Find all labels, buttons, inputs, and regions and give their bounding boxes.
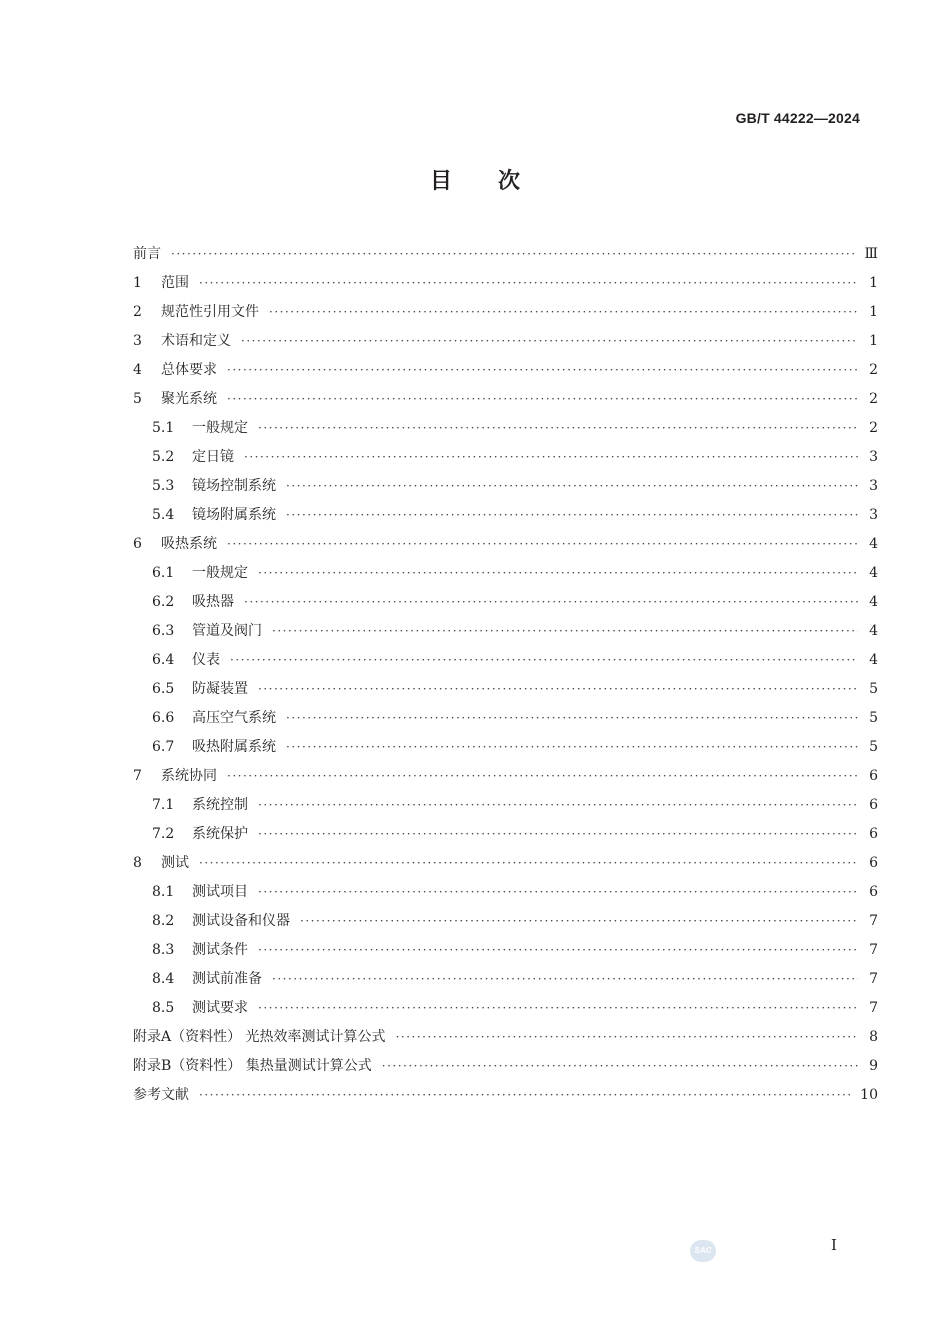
toc-dot-leader <box>258 559 858 588</box>
toc-dot-leader <box>258 820 858 849</box>
toc-entry-label: 测试项目 <box>192 884 248 900</box>
toc-dot-leader <box>199 269 858 298</box>
toc-entry-page: 1 <box>869 275 878 291</box>
table-of-contents <box>133 240 878 1110</box>
toc-entry-label: 一般规定 <box>192 565 248 581</box>
toc-entry[interactable] <box>133 588 878 617</box>
toc-entry-page: 1 <box>869 304 878 320</box>
toc-entry-number: 5.1 <box>152 420 175 436</box>
toc-entry-number: 6.7 <box>152 739 175 755</box>
toc-entry-label: 吸热附属系统 <box>192 739 276 755</box>
toc-entry[interactable] <box>133 646 878 675</box>
toc-entry-label: 参考文献 <box>133 1087 189 1103</box>
toc-entry-page: 7 <box>869 942 878 958</box>
toc-entry[interactable] <box>133 878 878 907</box>
toc-entry[interactable] <box>133 733 878 762</box>
toc-entry-page: 4 <box>869 594 878 610</box>
toc-entry-label: 仪表 <box>192 652 220 668</box>
toc-entry-label: 附录B（资料性） 集热量测试计算公式 <box>133 1058 372 1074</box>
toc-entry-number: 6 <box>133 536 142 552</box>
toc-dot-leader <box>300 907 858 936</box>
toc-entry-label: 系统控制 <box>192 797 248 813</box>
toc-entry-label: 总体要求 <box>161 362 217 378</box>
toc-dot-leader <box>258 791 858 820</box>
toc-entry[interactable] <box>133 617 878 646</box>
toc-entry-number: 7 <box>133 768 142 784</box>
toc-dot-leader <box>258 878 858 907</box>
toc-entry-page: 5 <box>869 739 878 755</box>
toc-entry[interactable] <box>133 1023 878 1052</box>
toc-entry-page: 6 <box>869 855 878 871</box>
toc-entry-page: 3 <box>869 449 878 465</box>
toc-entry[interactable] <box>133 762 878 791</box>
toc-entry-label: 系统协同 <box>161 768 217 784</box>
page-title: 目次 <box>429 169 566 194</box>
toc-entry[interactable] <box>133 704 878 733</box>
toc-dot-leader <box>227 762 858 791</box>
toc-dot-leader <box>286 472 858 501</box>
toc-entry-label: 系统保护 <box>192 826 248 842</box>
toc-entry-label: 前言 <box>133 246 161 262</box>
toc-entry-page: 5 <box>869 681 878 697</box>
toc-entry-label: 高压空气系统 <box>192 710 276 726</box>
toc-entry-page: 10 <box>860 1087 878 1103</box>
toc-entry[interactable] <box>133 936 878 965</box>
toc-dot-leader <box>382 1052 858 1081</box>
toc-entry-page: 7 <box>869 913 878 929</box>
toc-entry[interactable] <box>133 414 878 443</box>
toc-entry-page: 7 <box>869 971 878 987</box>
toc-entry-number: 5.4 <box>152 507 175 523</box>
toc-entry-page: 6 <box>869 768 878 784</box>
toc-entry-number: 7.2 <box>152 826 175 842</box>
toc-dot-leader <box>396 1023 858 1052</box>
toc-entry-page: 6 <box>869 884 878 900</box>
toc-entry-page: 7 <box>869 1000 878 1016</box>
toc-entry-page: 4 <box>869 652 878 668</box>
toc-dot-leader <box>227 530 858 559</box>
toc-entry-label: 镜场控制系统 <box>192 478 276 494</box>
toc-entry-page: 2 <box>869 362 878 378</box>
toc-entry[interactable] <box>133 791 878 820</box>
toc-entry-label: 镜场附属系统 <box>192 507 276 523</box>
toc-entry[interactable] <box>133 994 878 1023</box>
toc-entry-label: 测试 <box>161 855 189 871</box>
toc-entry-label: 定日镜 <box>192 449 234 465</box>
toc-entry-label: 吸热系统 <box>161 536 217 552</box>
toc-dot-leader <box>286 733 858 762</box>
toc-entry-page: 2 <box>869 420 878 436</box>
toc-entry[interactable] <box>133 385 878 414</box>
toc-entry-number: 7.1 <box>152 797 175 813</box>
toc-entry-number: 5 <box>133 391 142 407</box>
toc-dot-leader <box>199 1081 852 1110</box>
toc-entry-page: Ⅲ <box>864 246 878 262</box>
toc-entry[interactable] <box>133 472 878 501</box>
toc-entry-label: 测试条件 <box>192 942 248 958</box>
page-number: I <box>831 1236 837 1254</box>
toc-dot-leader <box>230 646 858 675</box>
toc-entry-page: 4 <box>869 536 878 552</box>
toc-entry-number: 5.3 <box>152 478 175 494</box>
toc-entry-page: 4 <box>869 565 878 581</box>
toc-entry[interactable] <box>133 240 878 269</box>
toc-entry[interactable] <box>133 907 878 936</box>
toc-entry[interactable] <box>133 269 878 298</box>
toc-entry-label: 规范性引用文件 <box>161 304 259 320</box>
toc-entry[interactable] <box>133 1081 878 1110</box>
sac-logo-icon: SAC <box>690 1240 716 1262</box>
toc-entry-page: 6 <box>869 797 878 813</box>
toc-entry-number: 6.6 <box>152 710 175 726</box>
toc-entry[interactable] <box>133 356 878 385</box>
toc-entry-label: 聚光系统 <box>161 391 217 407</box>
toc-entry[interactable] <box>133 443 878 472</box>
toc-dot-leader <box>171 240 856 269</box>
toc-entry-page: 8 <box>869 1029 878 1045</box>
toc-dot-leader <box>199 849 858 878</box>
toc-entry-number: 6.4 <box>152 652 175 668</box>
toc-dot-leader <box>244 443 858 472</box>
toc-entry-label: 测试前准备 <box>192 971 262 987</box>
toc-entry[interactable] <box>133 559 878 588</box>
toc-entry-page: 2 <box>869 391 878 407</box>
toc-entry-page: 1 <box>869 333 878 349</box>
toc-entry-label: 附录A（资料性） 光热效率测试计算公式 <box>133 1029 386 1045</box>
toc-entry-number: 6.2 <box>152 594 175 610</box>
toc-dot-leader <box>272 617 858 646</box>
toc-entry-number: 2 <box>133 304 142 320</box>
toc-entry-number: 5.2 <box>152 449 175 465</box>
toc-entry[interactable] <box>133 1052 878 1081</box>
toc-entry-page: 5 <box>869 710 878 726</box>
toc-entry-label: 吸热器 <box>192 594 234 610</box>
toc-entry-page: 4 <box>869 623 878 639</box>
toc-entry-page: 6 <box>869 826 878 842</box>
toc-dot-leader <box>227 356 858 385</box>
toc-dot-leader <box>272 965 858 994</box>
toc-entry-label: 测试要求 <box>192 1000 248 1016</box>
toc-entry-number: 6.3 <box>152 623 175 639</box>
toc-dot-leader <box>269 298 858 327</box>
toc-entry-number: 8.4 <box>152 971 175 987</box>
toc-entry-number: 8.2 <box>152 913 175 929</box>
toc-entry-number: 8.3 <box>152 942 175 958</box>
toc-entry-label: 管道及阀门 <box>192 623 262 639</box>
toc-entry-number: 1 <box>133 275 142 291</box>
toc-entry-number: 6.1 <box>152 565 175 581</box>
toc-entry-number: 8.1 <box>152 884 175 900</box>
standard-code: GB/T 44222—2024 <box>735 110 860 126</box>
toc-entry-number: 8 <box>133 855 142 871</box>
toc-entry[interactable] <box>133 327 878 356</box>
toc-dot-leader <box>258 936 858 965</box>
toc-entry-label: 术语和定义 <box>161 333 231 349</box>
toc-entry-number: 3 <box>133 333 142 349</box>
toc-entry-number: 8.5 <box>152 1000 175 1016</box>
toc-entry-number: 4 <box>133 362 142 378</box>
toc-entry-label: 一般规定 <box>192 420 248 436</box>
toc-entry[interactable] <box>133 675 878 704</box>
toc-entry-label: 测试设备和仪器 <box>192 913 290 929</box>
toc-entry-label: 范围 <box>161 275 189 291</box>
toc-dot-leader <box>227 385 858 414</box>
toc-entry[interactable] <box>133 298 878 327</box>
toc-entry-number: 6.5 <box>152 681 175 697</box>
toc-entry[interactable] <box>133 820 878 849</box>
toc-dot-leader <box>244 588 858 617</box>
toc-entry-page: 3 <box>869 507 878 523</box>
toc-dot-leader <box>286 704 858 733</box>
toc-dot-leader <box>258 994 858 1023</box>
toc-dot-leader <box>241 327 858 356</box>
toc-entry[interactable] <box>133 530 878 559</box>
toc-entry-page: 9 <box>869 1058 878 1074</box>
toc-entry-label: 防凝装置 <box>192 681 248 697</box>
toc-entry[interactable] <box>133 501 878 530</box>
toc-dot-leader <box>286 501 858 530</box>
toc-entry-page: 3 <box>869 478 878 494</box>
toc-entry[interactable] <box>133 965 878 994</box>
toc-entry[interactable] <box>133 849 878 878</box>
toc-dot-leader <box>258 414 858 443</box>
toc-dot-leader <box>258 675 858 704</box>
